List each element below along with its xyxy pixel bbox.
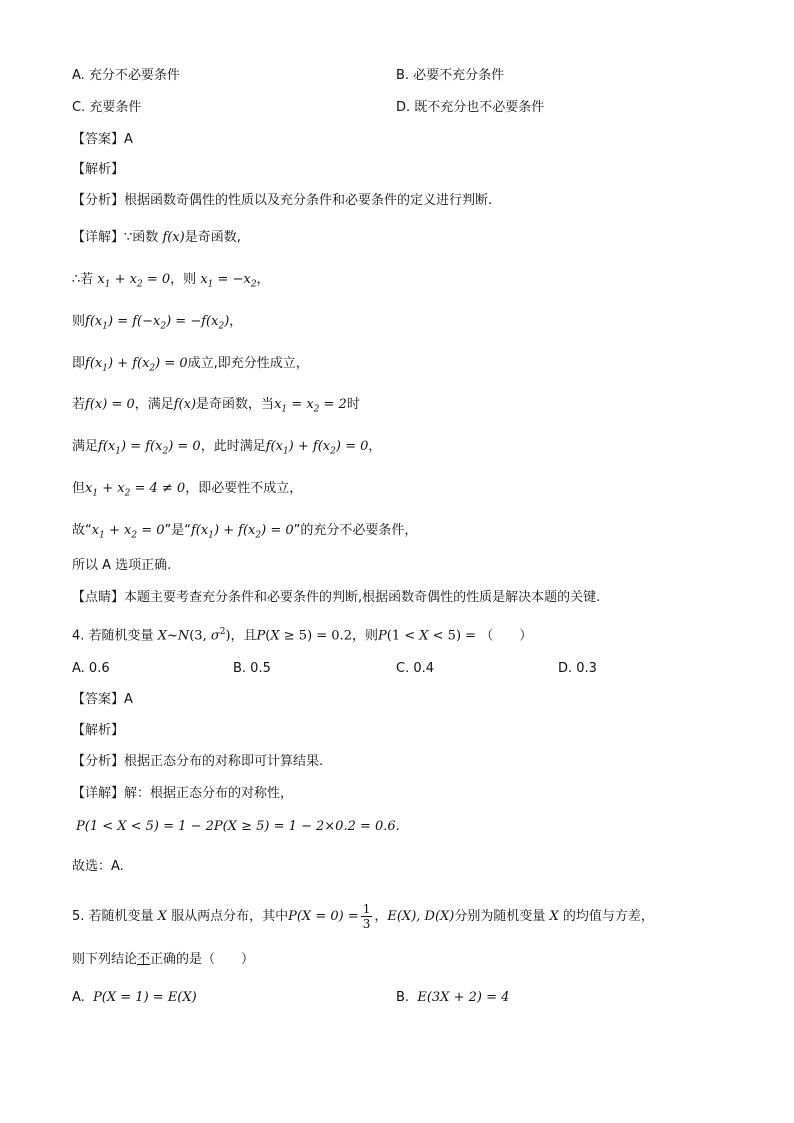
q3-option-b: B. 必要不充分条件 bbox=[396, 68, 505, 83]
text: （ ） bbox=[480, 628, 533, 644]
q5-option-a bbox=[72, 988, 197, 1008]
math-expr: $x_1 + x_2 = 0$ bbox=[97, 272, 171, 290]
text: 成立,即充分性成立， bbox=[187, 356, 309, 371]
math-expr: E(3X + 2) = 4 bbox=[417, 990, 510, 1005]
math-expr: $f(x_1) + f(x_2) = 0$ bbox=[85, 356, 188, 374]
math-expr: $f(x_1) + f(x_2) = 0$ bbox=[190, 523, 294, 541]
text: 正确的是（ ） bbox=[150, 952, 255, 967]
q3-detail-line-6: 满足$f(x_1) = f(x_2) = 0$，此时满足$f(x_1) + f(x_2) = 0$， bbox=[72, 439, 382, 457]
text: 是奇函数，当 bbox=[196, 397, 275, 412]
math-expr: $x_1 + x_2 = 0$ bbox=[91, 523, 165, 541]
q4-option-d: D. 0.3 bbox=[558, 661, 597, 676]
math-expr: $f(x_1) = f(-x_2) = -f(x_2)$ bbox=[85, 314, 230, 332]
text: 故“ bbox=[72, 523, 92, 538]
q3-option-a: A. 充分不必要条件 bbox=[72, 68, 180, 83]
text: ，此时满足 bbox=[200, 439, 266, 454]
q4-analysis-heading: 【解析】 bbox=[72, 723, 125, 738]
math-expr: X bbox=[545, 909, 563, 924]
q4-option-b: B. 0.5 bbox=[233, 661, 271, 676]
emphasis-not: 不 bbox=[137, 952, 151, 967]
q4-detail-line-1: 【详解】解：根据正态分布的对称性， bbox=[72, 786, 294, 801]
math-expr: X bbox=[153, 909, 172, 924]
text: 5. 若随机变量 bbox=[72, 909, 154, 924]
text: 满足 bbox=[72, 439, 99, 454]
q4-answer: 【答案】A bbox=[72, 692, 133, 707]
text: ，且 bbox=[230, 628, 257, 644]
text: 则下列结论 bbox=[72, 952, 138, 967]
q3-detail-line-8 bbox=[72, 521, 417, 546]
math-expr: P(X = 0) = bbox=[288, 909, 359, 924]
q4-stem: 4. 若随机变量 X~N(3, $\sigma^2$)，且P(X ≥ 5) = 0.2，则P(1 < X < 5) = （ ） bbox=[72, 627, 533, 644]
text: 即 bbox=[72, 356, 86, 371]
text: ∵函数 bbox=[124, 230, 159, 245]
text: 分别为随机变量 bbox=[454, 909, 546, 924]
text: ”是“ bbox=[164, 523, 191, 538]
math-expr: E(X), D(X) bbox=[387, 909, 455, 924]
math-f-x: f(x) bbox=[173, 397, 197, 412]
q3-detail-line-4 bbox=[72, 354, 309, 379]
math-expr: P bbox=[256, 628, 266, 644]
q3-analysis-summary: 【分析】根据函数奇偶性的性质以及充分条件和必要条件的定义进行判断. bbox=[72, 193, 493, 208]
q5-stem-line-1 bbox=[72, 902, 654, 931]
detail-label: 【详解】 bbox=[72, 230, 125, 245]
text: ∴若 bbox=[72, 272, 94, 287]
q3-conclusion: 所以 A 选项正确. bbox=[72, 558, 172, 573]
q3-analysis-heading: 【解析】 bbox=[72, 162, 125, 177]
q3-detail-line-7 bbox=[72, 479, 302, 504]
q4-option-c: C. 0.4 bbox=[396, 661, 435, 676]
text: 是奇函数, bbox=[184, 230, 241, 245]
text: 则 bbox=[72, 314, 86, 329]
math-expr: $f(x_1) + f(x_2) = 0$ bbox=[265, 439, 369, 457]
q4-analysis-summary: 【分析】根据正态分布的对称即可计算结果. bbox=[72, 754, 324, 769]
text: ， bbox=[374, 909, 388, 924]
q3-detail-line-5 bbox=[72, 395, 360, 420]
fraction-one-third: $\frac{1}{3}$ bbox=[362, 902, 371, 931]
q5-stem-line-2 bbox=[72, 950, 254, 970]
text: ，即必要性不成立， bbox=[185, 481, 303, 496]
q4-calculation: P(1 < X < 5) = 1 − 2P(X ≥ 5) = 1 − 2×0.2 = 0.6. bbox=[76, 819, 400, 834]
math-expr: $x_1 + x_2 = 4 \ne 0$ bbox=[85, 481, 186, 499]
option-label: A. bbox=[72, 990, 85, 1005]
math-f-x: f(x) bbox=[162, 230, 185, 245]
q4-choice: 故选：A. bbox=[72, 859, 124, 874]
text: 服从两点分布，其中 bbox=[171, 909, 289, 924]
text: ”的充分不必要条件， bbox=[293, 523, 418, 538]
math-expr: P bbox=[378, 628, 387, 644]
text: 时 bbox=[346, 397, 360, 412]
math-expr: X bbox=[157, 628, 167, 644]
q3-answer: 【答案】A bbox=[72, 132, 133, 147]
text: ，则 bbox=[351, 628, 378, 644]
q3-option-c: C. 充要条件 bbox=[72, 100, 142, 115]
text: 但 bbox=[72, 481, 86, 496]
text: 4. 若随机变量 bbox=[72, 628, 154, 644]
q4-option-a: A. 0.6 bbox=[72, 661, 110, 676]
q3-remark: 【点睛】本题主要考查充分条件和必要条件的判断,根据函数奇偶性的性质是解决本题的关键. bbox=[72, 590, 601, 605]
text: 的均值与方差， bbox=[562, 909, 654, 924]
q3-detail-line-1 bbox=[72, 228, 241, 248]
q3-option-d: D. 既不充分也不必要条件 bbox=[396, 100, 545, 115]
math-expr: $x_1 = x_2 = 2$ bbox=[274, 397, 347, 415]
q5-option-b bbox=[396, 988, 509, 1008]
math-expr: $x_1 = -x_2$ bbox=[200, 272, 257, 290]
text: ，满足 bbox=[134, 397, 174, 412]
q3-detail-line-3: 则$f(x_1) = f(-x_2) = -f(x_2)$， bbox=[72, 314, 243, 332]
math-expr: $f(x_1) = f(x_2) = 0$ bbox=[98, 439, 201, 457]
math-expr: f(x) = 0 bbox=[85, 397, 135, 412]
option-label: B. bbox=[396, 990, 410, 1005]
text: 若 bbox=[72, 397, 86, 412]
math-expr: P(X = 1) = E(X) bbox=[93, 990, 197, 1005]
text: ，则 bbox=[170, 272, 197, 287]
q3-detail-line-2: ∴若 $x_1 + x_2 = 0$，则 $x_1 = -x_2$， bbox=[72, 272, 270, 290]
